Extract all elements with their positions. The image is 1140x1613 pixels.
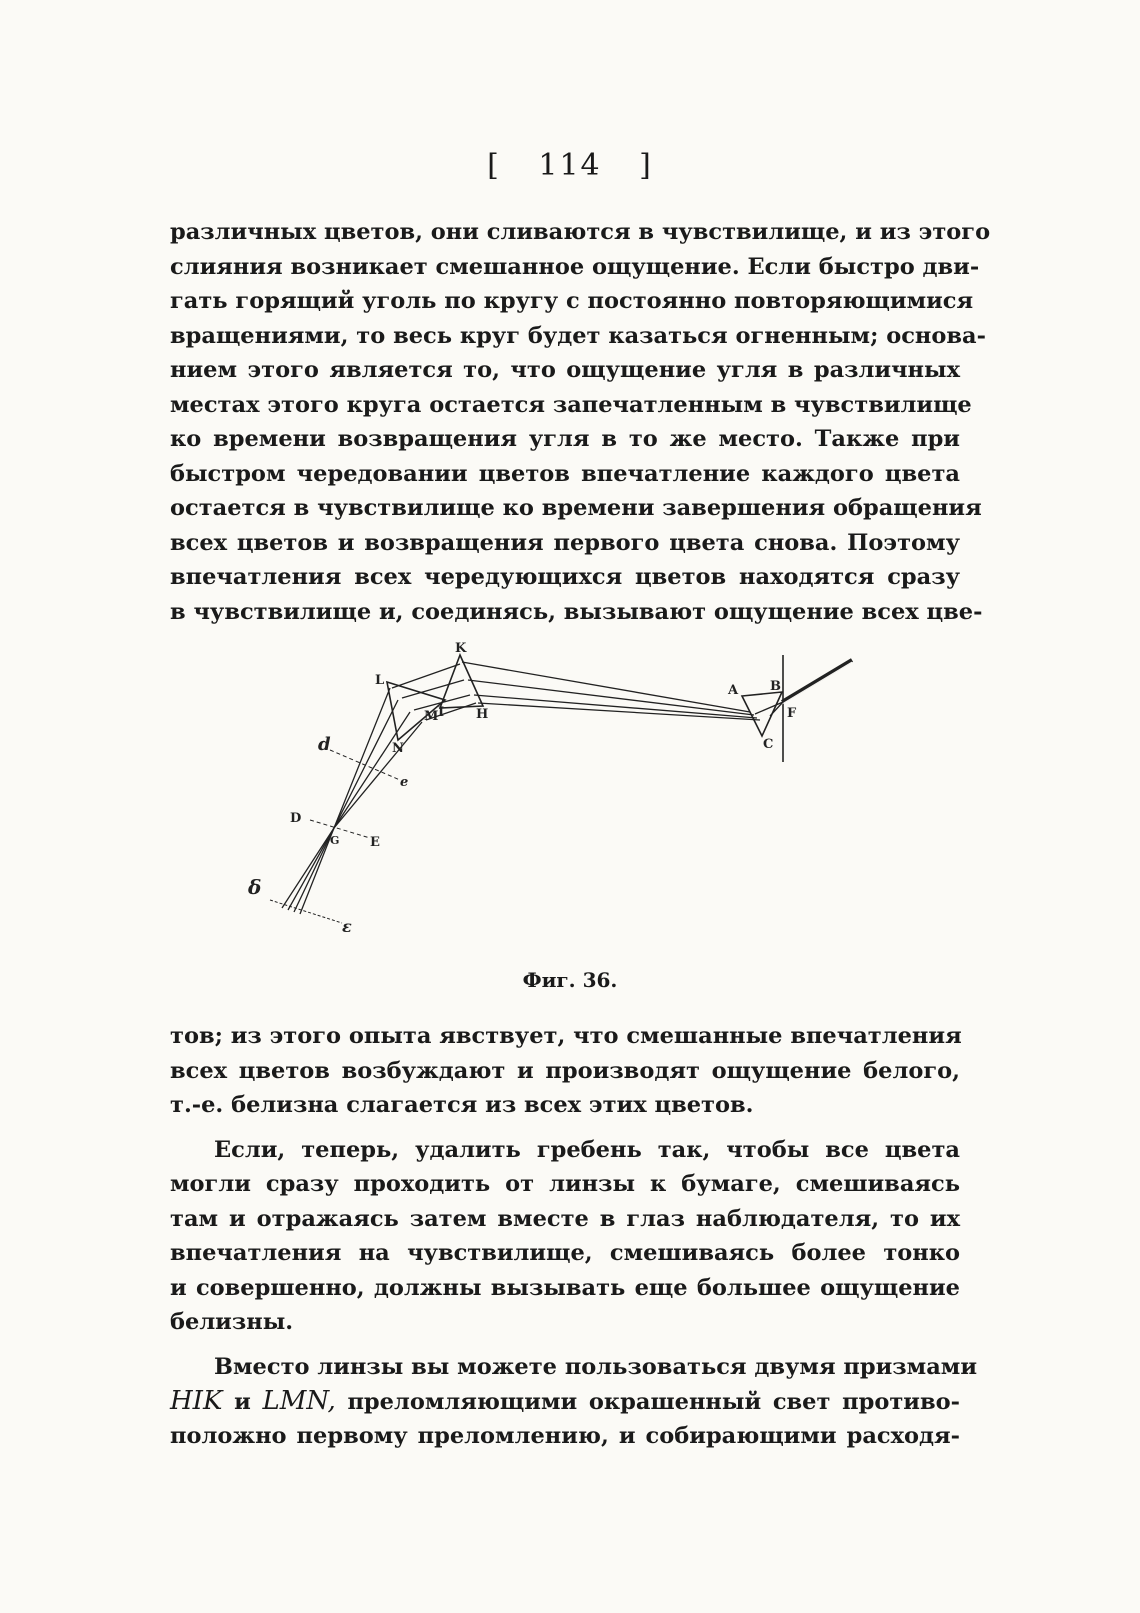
text-line: там и отражаясь затем вместе в глаз наблюдателя, то их xyxy=(170,1205,960,1232)
ray xyxy=(300,828,334,914)
ray xyxy=(282,828,334,908)
label-delta: δ xyxy=(248,875,262,899)
ray xyxy=(288,828,334,910)
text-line: впечатления всех чередующихся цветов находятся сразу xyxy=(170,564,960,590)
text-line: местах этого круга остается запечатленным в чувствилище xyxy=(170,391,972,418)
text-line: и совершенно, должны вызывать еще большее ощущение xyxy=(170,1274,960,1301)
text-line: слияния возникает смешанное ощущение. Если быстро дви- xyxy=(170,253,980,280)
text-line: гать горящий уголь по кругу с постоянно повторяющимися xyxy=(170,288,974,314)
text-line: ко времени возвращения угля в то же место. Также при xyxy=(170,426,960,452)
text-line: в чувствилище и, соединясь, вызывают ощущение всех цве- xyxy=(170,598,983,625)
text-line: Вместо линзы вы можете пользоваться двумя призмами xyxy=(214,1353,978,1380)
ray xyxy=(478,703,760,720)
dashed-line-de xyxy=(330,750,400,780)
label-d: D xyxy=(290,811,302,826)
label-n: N xyxy=(392,741,404,756)
label-f: F xyxy=(787,706,797,721)
label-g: G xyxy=(330,834,340,847)
ray xyxy=(294,828,334,912)
text-line: вращениями, то весь круг будет казаться огненным; основа- xyxy=(170,322,986,349)
italic-hik: HIK xyxy=(170,1386,223,1416)
bracket-left: [ xyxy=(487,148,501,183)
label-i: I xyxy=(438,705,445,720)
text-line: всех цветов и возвращения первого цвета снова. Поэтому xyxy=(170,529,960,556)
dashed-line-DE xyxy=(310,820,370,838)
text-line: белизны. xyxy=(170,1309,294,1335)
figure-caption: Фиг. 36. xyxy=(522,968,618,992)
text-line: всех цветов возбуждают и производят ощущение белого, xyxy=(170,1057,960,1084)
text-line-with-italics xyxy=(170,1384,960,1419)
text-line: остается в чувствилище ко времени завершения обращения xyxy=(170,495,982,521)
paragraph-bottom xyxy=(170,1019,978,1453)
word-and: и xyxy=(234,1389,251,1415)
text-line: нием этого является то, что ощущение угля в различных xyxy=(170,357,960,383)
ray xyxy=(334,700,398,828)
prism-ray-diagram xyxy=(230,640,880,960)
label-m: M xyxy=(424,709,439,724)
line-rest: преломляющими окрашенный свет противо- xyxy=(347,1389,960,1415)
ray xyxy=(334,722,422,828)
page-number: 114 xyxy=(538,148,602,183)
label-b: B xyxy=(770,679,781,694)
text-line: тов; из этого опыта явствует, что смешанные впечатления xyxy=(170,1023,962,1049)
label-e: E xyxy=(370,835,380,850)
label-a: A xyxy=(728,683,739,698)
page-number-header xyxy=(0,148,1140,183)
label-c: C xyxy=(763,737,774,752)
label-l: L xyxy=(375,673,385,688)
text-line: быстром чередовании цветов впечатление каждого цвета xyxy=(170,460,960,487)
text-line: могли сразу проходить от линзы к бумаге, смешиваясь xyxy=(170,1171,960,1197)
ray xyxy=(755,702,783,714)
dashed-line-delta-epsilon xyxy=(270,900,342,923)
label-epsilon: ε xyxy=(342,917,352,936)
label-d-small: d xyxy=(318,734,331,755)
label-k: K xyxy=(455,641,467,656)
paragraph-top xyxy=(170,215,991,629)
label-e-small: e xyxy=(400,775,409,790)
ray xyxy=(334,688,390,828)
text-line: положно первому преломлению, и собирающими расходя- xyxy=(170,1422,960,1449)
text-line: Если, теперь, удалить гребень так, чтобы все цвета xyxy=(214,1136,960,1163)
bracket-right: ] xyxy=(639,148,653,183)
label-h: H xyxy=(476,707,489,722)
incoming-ray xyxy=(782,660,852,702)
ray xyxy=(334,712,410,828)
italic-lmn: LMN, xyxy=(262,1386,336,1416)
text-line: впечатления на чувствилище, смешиваясь более тонко xyxy=(170,1240,960,1266)
text-line: т.-е. белизна слагается из всех этих цветов. xyxy=(170,1092,754,1118)
text-line: различных цветов, они сливаются в чувствилище, и из этого xyxy=(170,219,991,245)
